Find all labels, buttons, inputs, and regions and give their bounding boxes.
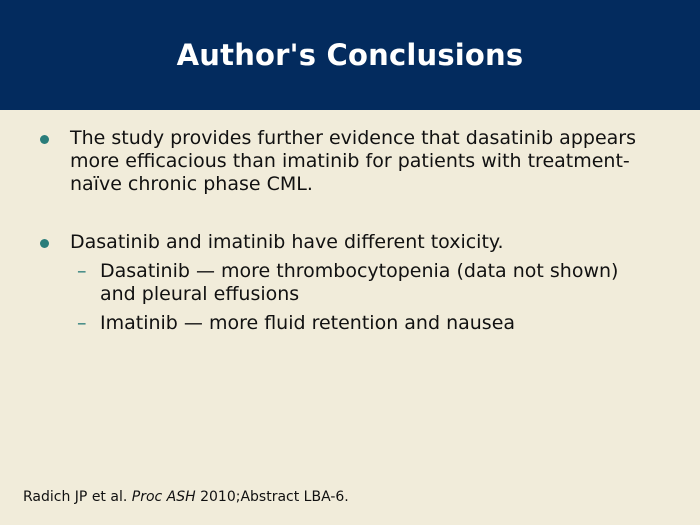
reference-citation — [23, 489, 349, 505]
slide-title: Author's Conclusions — [176, 38, 524, 72]
slide-content — [0, 127, 700, 335]
reference-details: 2010;Abstract LBA-6. — [200, 489, 349, 505]
bullet-dot-icon — [40, 239, 49, 248]
bullet-text: Dasatinib and imatinib have different toxicity. — [70, 231, 504, 253]
reference-authors: Radich JP et al. — [23, 489, 128, 505]
sub-bullet-text: Imatinib — more fluid retention and nausea — [100, 312, 516, 334]
reference-journal: Proc ASH — [131, 489, 196, 505]
dash-icon: – — [77, 260, 87, 282]
sub-bullet-text: Dasatinib — more thrombocytopenia (data not shown) and pleural effusions — [100, 260, 619, 305]
dash-icon: – — [77, 312, 87, 334]
title-bar — [0, 0, 700, 110]
bullet-text: The study provides further evidence that dasatinib appears more efficacious than imatinib for patients with treatment-naïve chronic phase CML. — [70, 127, 636, 195]
sub-bullet-item — [0, 260, 700, 306]
bullet-item — [0, 231, 700, 254]
bullet-item — [0, 127, 700, 196]
bullet-dot-icon — [40, 135, 49, 144]
sub-bullet-item — [0, 312, 700, 335]
